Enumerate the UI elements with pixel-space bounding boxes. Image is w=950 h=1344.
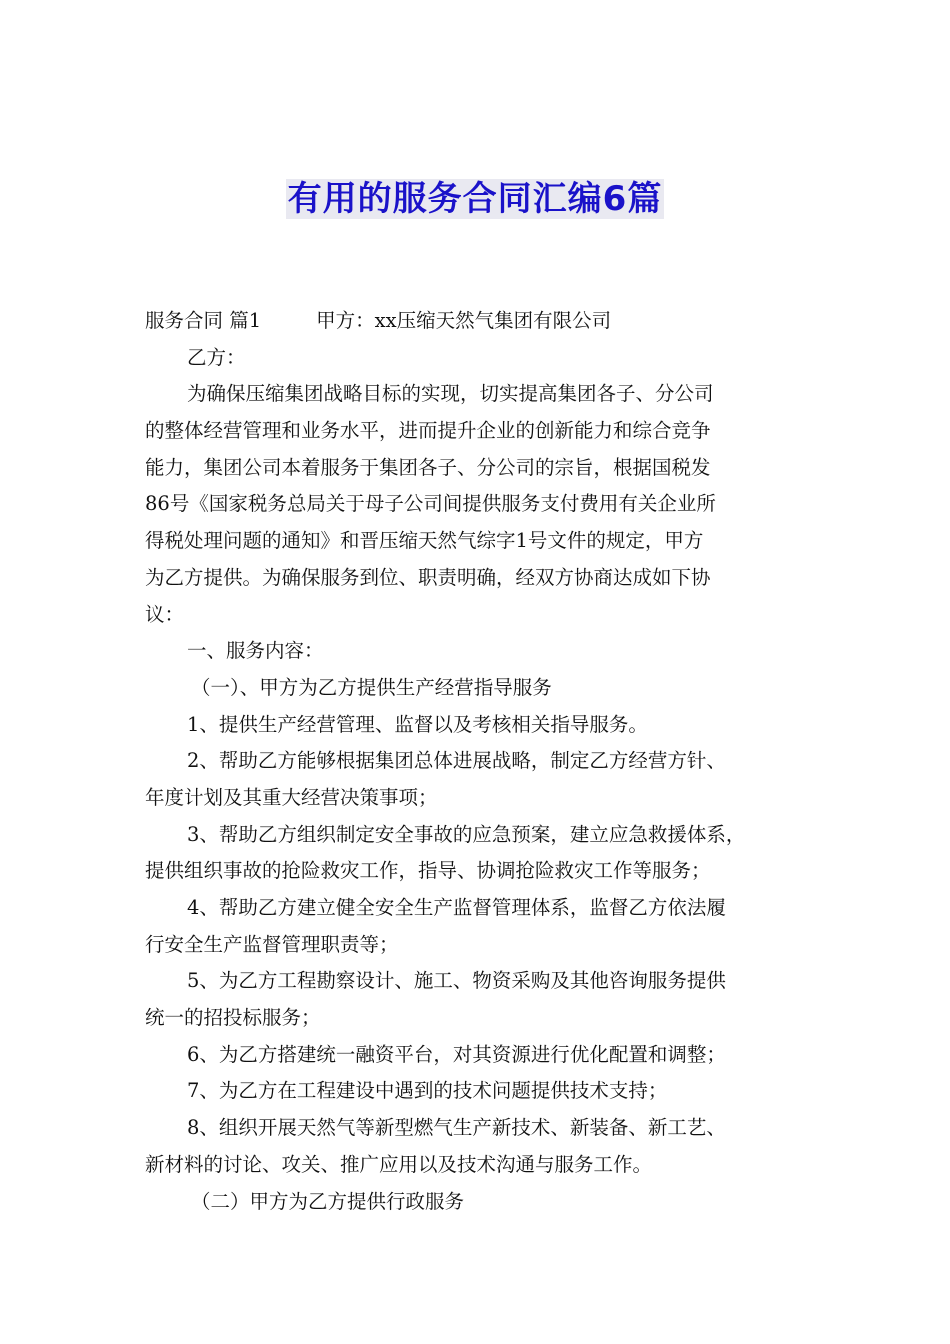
paragraph-line: 得税处理问题的通知》和晋压缩天然气综字1号文件的规定，甲方: [145, 529, 704, 553]
list-item: 7、为乙方在工程建设中遇到的技术问题提供技术支持；: [187, 1079, 668, 1103]
paragraph-line: 86号《国家税务总局关于母子公司间提供服务支付费用有关企业所: [145, 492, 716, 516]
list-item: 8、组织开展天然气等新型燃气生产新技术、新装备、新工艺、: [187, 1116, 726, 1140]
list-item-continuation: 行安全生产监督管理职责等；: [145, 932, 399, 956]
document-body: [145, 303, 825, 1220]
list-item: 5、为乙方工程勘察设计、施工、物资采购及其他咨询服务提供: [187, 969, 726, 993]
section-heading-line: [145, 303, 825, 340]
list-item: 2、帮助乙方能够根据集团总体进展战略，制定乙方经营方针、: [187, 749, 726, 773]
paragraph-line: 能力，集团公司本着服务于集团各子、分公司的宗旨，根据国税发: [145, 455, 711, 479]
list-item-continuation: 新材料的讨论、攻关、推广应用以及技术沟通与服务工作。: [145, 1152, 653, 1176]
subsection-title: （一）、甲方为乙方提供生产经营指导服务: [191, 675, 552, 699]
document-title: [0, 176, 950, 222]
paragraph-line: 的整体经营管理和业务水平，进而提升企业的创新能力和综合竞争: [145, 419, 711, 443]
paragraph-line: 议：: [145, 602, 185, 626]
party-a: 甲方：xx压缩天然气集团有限公司: [316, 309, 612, 332]
list-item: 4、帮助乙方建立健全安全生产监督管理体系，监督乙方依法履: [187, 896, 726, 919]
title-text: 有用的服务合同汇编6篇: [287, 179, 663, 219]
section-heading: 服务合同 篇1: [145, 309, 262, 332]
list-item: 6、为乙方搭建统一融资平台，对其资源进行优化配置和调整；: [187, 1042, 726, 1066]
list-item: 1、提供生产经营管理、监督以及考核相关指导服务。: [187, 712, 648, 736]
paragraph-line: 为确保压缩集团战略目标的实现，切实提高集团各子、分公司: [187, 382, 714, 406]
list-item-continuation: 提供组织事故的抢险救灾工作，指导、协调抢险救灾工作等服务；: [145, 859, 711, 883]
list-item-continuation: 年度计划及其重大经营决策事项；: [145, 785, 438, 809]
party-b: 乙方：: [187, 345, 246, 369]
list-item: 3、帮助乙方组织制定安全事故的应急预案，建立应急救援体系，: [187, 822, 746, 846]
list-item-continuation: 统一的招投标服务；: [145, 1006, 321, 1030]
subsection-title: （二）甲方为乙方提供行政服务: [191, 1189, 465, 1213]
paragraph-line: 为乙方提供。为确保服务到位、职责明确，经双方协商达成如下协: [145, 565, 711, 589]
section-title: 一、服务内容：: [187, 639, 324, 663]
